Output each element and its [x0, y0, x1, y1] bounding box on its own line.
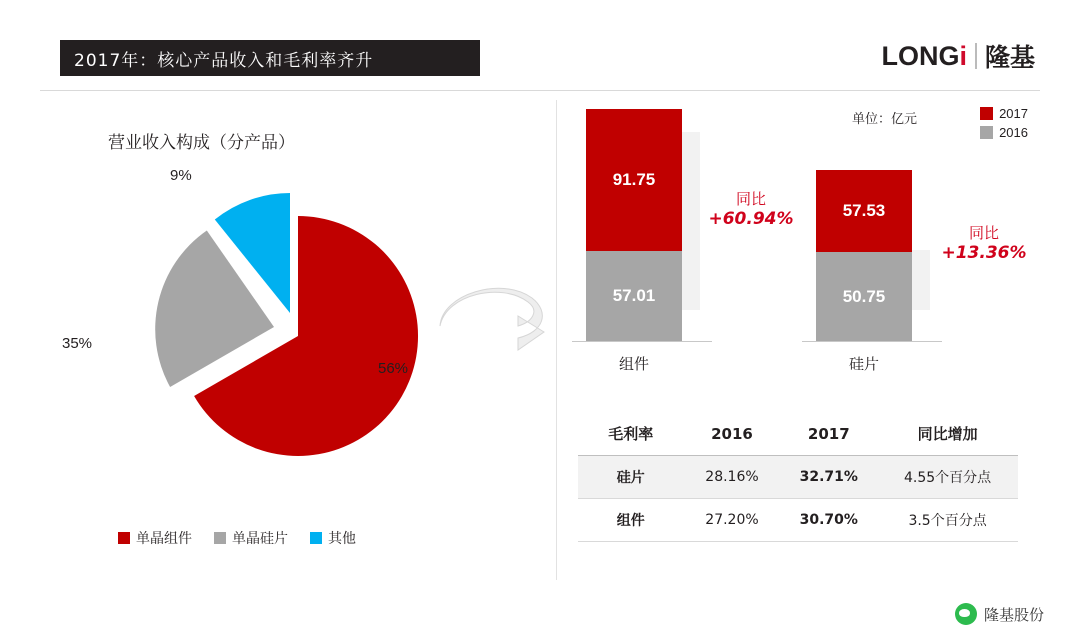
table-cell-name: 组件	[616, 513, 645, 529]
brand-logo	[881, 38, 1035, 74]
table-cell-2017: 32.71%	[799, 469, 858, 485]
legend-swatch-icon	[310, 532, 322, 544]
pie-legend	[118, 528, 356, 548]
margin-rate-table	[578, 412, 1018, 542]
logo-text-en: LONGi	[881, 40, 967, 71]
table-col-delta: 同比增加	[917, 425, 978, 443]
header-divider	[40, 90, 1040, 91]
pie-label-others: 9%	[170, 167, 192, 184]
bar-segment-2016-wafers	[816, 252, 912, 341]
table-cell-2017: 30.70%	[799, 512, 858, 528]
growth-annotation-modules	[696, 188, 806, 229]
pie-legend-label: 单晶组件	[136, 531, 192, 547]
table-cell-2016: 28.16%	[705, 469, 759, 485]
pie-label-modules: 56%	[378, 360, 409, 377]
bar-baseline	[572, 341, 712, 342]
table-header-row	[578, 412, 1018, 456]
bar-value-2017-modules: 91.75	[612, 170, 656, 189]
table-body	[578, 456, 1018, 542]
bar-category-modules: 组件	[618, 355, 649, 373]
bar-legend-label: 2017	[999, 106, 1028, 121]
logo-text-cn: 隆基	[984, 43, 1035, 72]
wechat-icon	[955, 603, 977, 625]
table-col-2017: 2017	[807, 424, 850, 443]
content-divider	[556, 100, 557, 580]
bar-value-2016-modules: 57.01	[612, 286, 656, 305]
page-title-bar	[60, 40, 480, 76]
bar-segment-2017-modules	[586, 109, 682, 251]
wechat-badge	[955, 603, 1044, 625]
growth-annotation-wafers	[926, 222, 1042, 263]
pie-chart-svg	[120, 175, 450, 485]
pie-chart-title: 营业收入构成（分产品）	[108, 133, 295, 153]
table-col-2016: 2016	[711, 424, 753, 443]
flow-arrow-icon	[432, 278, 552, 368]
bar-value-2017-wafers: 57.53	[842, 201, 886, 220]
legend-swatch-icon	[118, 532, 130, 544]
growth-value: +60.94%	[708, 209, 794, 229]
pie-legend-item-modules	[118, 528, 192, 548]
legend-swatch-icon	[214, 532, 226, 544]
table-row	[578, 456, 1018, 499]
table-cell-name: 硅片	[616, 470, 645, 486]
bar-segment-2017-wafers	[816, 170, 912, 252]
logo-separator	[975, 43, 977, 69]
bar-chart	[570, 110, 1070, 400]
table-cell-delta: 4.55个百分点	[904, 470, 992, 486]
growth-label: 同比	[968, 224, 999, 242]
growth-label: 同比	[735, 190, 766, 208]
table-cell-2016: 27.20%	[705, 512, 759, 528]
bar-legend-label: 2016	[999, 125, 1028, 140]
bar-category-wafers: 硅片	[848, 355, 879, 373]
bar-baseline	[802, 341, 942, 342]
bar-value-2016-wafers: 50.75	[842, 286, 886, 306]
pie-legend-label: 单晶硅片	[232, 531, 288, 547]
pie-label-wafers: 35%	[62, 335, 93, 352]
wechat-label: 隆基股份	[983, 605, 1044, 624]
pie-legend-item-wafers	[214, 528, 288, 548]
bar-chart-unit-label: 单位：亿元	[852, 112, 918, 127]
table-cell-delta: 3.5个百分点	[908, 513, 987, 529]
table-col-metric: 毛利率	[608, 425, 654, 443]
growth-value: +13.36%	[941, 243, 1027, 263]
table-row	[578, 499, 1018, 542]
table-header	[578, 412, 1018, 456]
pie-chart	[62, 167, 450, 485]
bar-segment-2016-modules	[586, 251, 682, 341]
table-element	[578, 412, 1018, 542]
pie-legend-label: 其他	[328, 531, 356, 547]
pie-legend-item-others	[310, 528, 356, 548]
page-title: 2017年：核心产品收入和毛利率齐升	[74, 50, 374, 71]
